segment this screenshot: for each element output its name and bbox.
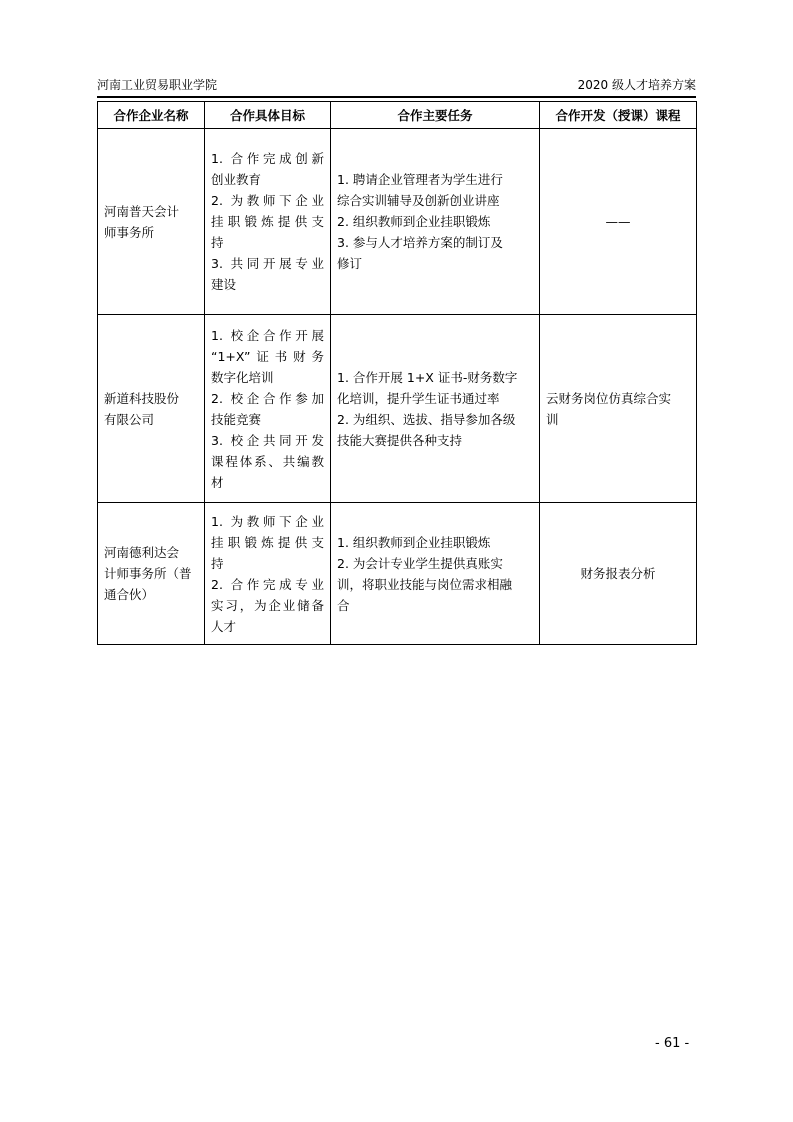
company-name-line: 计师事务所（普: [104, 566, 192, 581]
course-line: 财务报表分析: [580, 566, 656, 581]
goal-line: 1. 合作完成创新: [211, 151, 324, 166]
goal-line: 课程体系、共编教: [211, 453, 324, 469]
task-line: 1. 组织教师到企业挂职锻炼: [337, 534, 491, 550]
course-cell: [540, 129, 697, 315]
tasks-cell: [331, 315, 540, 503]
goal-line: 材: [211, 474, 224, 490]
goal-line: 3. 校企共同开发: [211, 432, 324, 448]
table-row: [98, 129, 697, 315]
task-line: 1. 合作开展 1+X 证书-财务数字: [337, 369, 518, 385]
goal-line: 持: [211, 555, 224, 571]
goal-line: 创业教育: [211, 172, 262, 187]
course-cell: [540, 503, 697, 645]
task-line: 2. 为会计专业学生提供真账实: [337, 555, 503, 571]
task-line: 化培训，提升学生证书通过率: [337, 390, 500, 406]
goal-line: 2. 为教师下企业: [211, 193, 324, 208]
course-line: 云财务岗位仿真综合实: [546, 390, 672, 406]
table-row: [98, 315, 697, 503]
company-name-line: 通合伙）: [104, 587, 155, 602]
company-cell: [98, 129, 205, 315]
task-line: 技能大赛提供各种支持: [337, 432, 463, 448]
company-cell: [98, 315, 205, 503]
goal-line: 人才: [211, 618, 237, 634]
goal-line: 3. 共同开展专业: [211, 256, 324, 271]
column-header-tasks: 合作主要任务: [331, 102, 540, 129]
task-line: 训，将职业技能与岗位需求相融: [337, 576, 513, 592]
task-line: 合: [337, 597, 350, 613]
goals-cell: [205, 315, 331, 503]
task-line: 2. 为组织、选拔、指导参加各级: [337, 411, 516, 427]
course-line: ——: [605, 214, 631, 229]
task-line: 2. 组织教师到企业挂职锻炼: [337, 214, 491, 229]
goal-line: 建设: [211, 277, 237, 292]
column-header-company: 合作企业名称: [98, 102, 205, 129]
goal-line: 数字化培训: [211, 369, 274, 385]
task-line: 修订: [337, 256, 363, 271]
goal-line: 挂职锻炼提供支: [211, 534, 324, 550]
goal-line: 技能竞赛: [211, 411, 262, 427]
cooperation-table: [97, 101, 697, 645]
goals-cell: [205, 129, 331, 315]
goal-line: 1. 为教师下企业: [211, 513, 324, 529]
document-title: 2020 级人才培养方案: [577, 78, 696, 92]
goal-line: 挂职锻炼提供支: [211, 214, 324, 229]
goals-cell: [205, 503, 331, 645]
company-cell: [98, 503, 205, 645]
page-number: - 61 -: [655, 1036, 690, 1051]
company-name-line: 新道科技股份: [104, 390, 180, 406]
task-line: 3. 参与人才培养方案的制订及: [337, 235, 503, 250]
company-name-line: 师事务所: [104, 224, 155, 240]
task-line: 综合实训辅导及创新创业讲座: [337, 193, 500, 208]
goal-line: 2. 合作完成专业: [211, 576, 324, 592]
goal-line: 持: [211, 235, 224, 250]
task-line: 1. 聘请企业管理者为学生进行: [337, 172, 503, 187]
table-header-row: [98, 102, 697, 129]
school-name: 河南工业贸易职业学院: [97, 78, 218, 92]
column-header-goals: 合作具体目标: [205, 102, 331, 129]
goal-line: “1+X”证书财务: [211, 348, 324, 364]
goal-line: 2. 校企合作参加: [211, 390, 324, 406]
page-header: [97, 74, 696, 98]
table-row: [98, 503, 697, 645]
goal-line: 实习，为企业储备: [211, 597, 324, 613]
tasks-cell: [331, 129, 540, 315]
course-cell: [540, 315, 697, 503]
course-line: 训: [546, 411, 559, 427]
column-header-course: 合作开发（授课）课程: [540, 102, 697, 129]
company-name-line: 河南普天会计: [104, 203, 180, 219]
company-name-line: 有限公司: [104, 411, 155, 427]
goal-line: 1. 校企合作开展: [211, 327, 324, 343]
company-name-line: 河南德利达会: [104, 545, 180, 560]
tasks-cell: [331, 503, 540, 645]
